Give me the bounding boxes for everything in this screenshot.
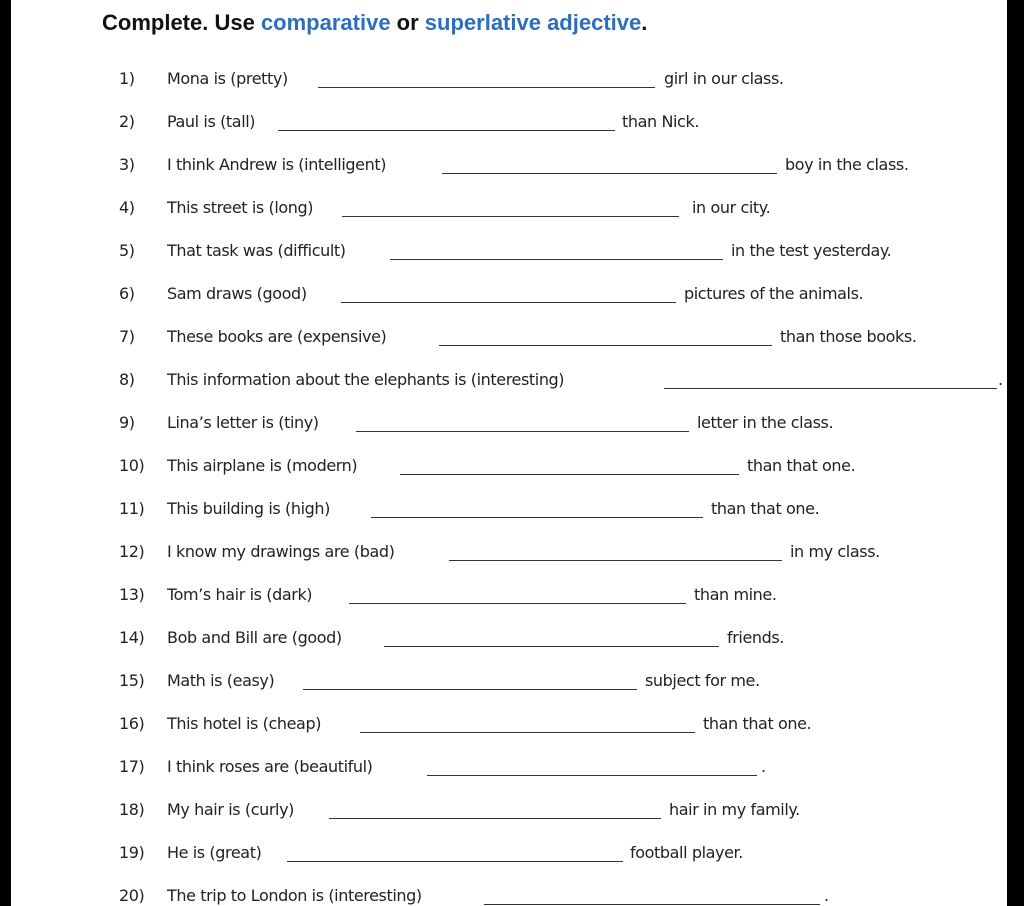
title-period: . (641, 10, 648, 35)
exercise-item (11, 796, 1007, 826)
item-number: 16) (119, 714, 145, 733)
item-sentence-start: Tom’s hair is (dark) (167, 585, 313, 604)
item-number: 8) (119, 370, 135, 389)
answer-blank[interactable] (349, 603, 686, 604)
item-number: 7) (119, 327, 135, 346)
exercise-item (11, 65, 1007, 95)
exercise-item (11, 194, 1007, 224)
exercise-item (11, 323, 1007, 353)
exercise-item (11, 280, 1007, 310)
answer-blank[interactable] (371, 517, 703, 518)
exercise-item (11, 839, 1007, 869)
item-number: 20) (119, 886, 145, 905)
exercise-item (11, 753, 1007, 783)
exercise-item (11, 452, 1007, 482)
answer-blank[interactable] (449, 560, 782, 561)
item-number: 6) (119, 284, 135, 303)
exercise-item (11, 624, 1007, 654)
item-sentence-start: My hair is (curly) (167, 800, 294, 819)
exercise-item (11, 538, 1007, 568)
item-sentence-start: He is (great) (167, 843, 262, 862)
answer-blank[interactable] (303, 689, 637, 690)
item-sentence-start: This information about the elephants is (interesting) (167, 370, 565, 389)
item-sentence-end: . (824, 886, 829, 905)
answer-blank[interactable] (484, 904, 820, 905)
answer-blank[interactable] (341, 302, 676, 303)
item-number: 4) (119, 198, 135, 217)
item-sentence-end: in our city. (692, 198, 771, 217)
item-number: 12) (119, 542, 145, 561)
item-sentence-start: This building is (high) (167, 499, 330, 518)
item-sentence-end: . (761, 757, 766, 776)
exercise-item (11, 409, 1007, 439)
item-sentence-end: hair in my family. (669, 800, 800, 819)
exercise-item (11, 581, 1007, 611)
item-number: 18) (119, 800, 145, 819)
item-sentence-end: than that one. (711, 499, 820, 518)
item-number: 9) (119, 413, 135, 432)
exercise-item (11, 882, 1007, 906)
worksheet-page (11, 0, 1007, 906)
item-sentence-start: This airplane is (modern) (167, 456, 358, 475)
answer-blank[interactable] (278, 130, 615, 131)
item-sentence-end: pictures of the animals. (684, 284, 864, 303)
exercise-item (11, 366, 1007, 396)
item-sentence-end: friends. (727, 628, 785, 647)
exercise-item (11, 667, 1007, 697)
item-number: 11) (119, 499, 145, 518)
item-sentence-end: than mine. (694, 585, 777, 604)
answer-blank[interactable] (664, 388, 997, 389)
item-sentence-end: than that one. (747, 456, 856, 475)
item-sentence-start: This street is (long) (167, 198, 314, 217)
answer-blank[interactable] (439, 345, 772, 346)
answer-blank[interactable] (384, 646, 719, 647)
item-number: 10) (119, 456, 145, 475)
item-sentence-start: Mona is (pretty) (167, 69, 288, 88)
item-sentence-start: Bob and Bill are (good) (167, 628, 342, 647)
item-sentence-end: in my class. (790, 542, 880, 561)
exercise-item (11, 710, 1007, 740)
answer-blank[interactable] (427, 775, 757, 776)
title-text: Complete. Use (102, 10, 261, 35)
item-sentence-start: These books are (expensive) (167, 327, 387, 346)
item-sentence-end: . (998, 370, 1003, 389)
item-sentence-start: Math is (easy) (167, 671, 275, 690)
answer-blank[interactable] (356, 431, 689, 432)
exercise-item (11, 151, 1007, 181)
worksheet-title (102, 10, 647, 36)
item-sentence-start: I think roses are (beautiful) (167, 757, 373, 776)
item-sentence-start: The trip to London is (interesting) (167, 886, 422, 905)
answer-blank[interactable] (360, 732, 695, 733)
title-superlative: superlative adjective (424, 10, 642, 35)
answer-blank[interactable] (287, 861, 623, 862)
item-sentence-end: letter in the class. (697, 413, 834, 432)
exercise-item (11, 237, 1007, 267)
item-sentence-start: Lina’s letter is (tiny) (167, 413, 319, 432)
answer-blank[interactable] (329, 818, 661, 819)
item-sentence-end: than that one. (703, 714, 812, 733)
item-sentence-end: football player. (630, 843, 743, 862)
item-sentence-end: girl in our class. (664, 69, 784, 88)
item-number: 13) (119, 585, 145, 604)
item-number: 19) (119, 843, 145, 862)
item-sentence-start: Sam draws (good) (167, 284, 307, 303)
item-number: 17) (119, 757, 145, 776)
item-sentence-end: than those books. (780, 327, 917, 346)
title-comparative: comparative (260, 10, 391, 35)
item-sentence-end: in the test yesterday. (731, 241, 892, 260)
item-number: 5) (119, 241, 135, 260)
item-number: 15) (119, 671, 145, 690)
item-sentence-end: subject for me. (645, 671, 760, 690)
answer-blank[interactable] (400, 474, 739, 475)
item-sentence-start: I know my drawings are (bad) (167, 542, 395, 561)
title-text-or: or (390, 10, 425, 35)
exercise-item (11, 495, 1007, 525)
item-sentence-start: Paul is (tall) (167, 112, 256, 131)
item-sentence-end: boy in the class. (785, 155, 909, 174)
item-number: 2) (119, 112, 135, 131)
item-number: 14) (119, 628, 145, 647)
item-sentence-start: This hotel is (cheap) (167, 714, 322, 733)
answer-blank[interactable] (442, 173, 777, 174)
answer-blank[interactable] (342, 216, 679, 217)
item-sentence-start: I think Andrew is (intelligent) (167, 155, 387, 174)
answer-blank[interactable] (390, 259, 723, 260)
item-number: 3) (119, 155, 135, 174)
item-sentence-end: than Nick. (622, 112, 700, 131)
answer-blank[interactable] (318, 87, 655, 88)
item-number: 1) (119, 69, 135, 88)
exercise-item (11, 108, 1007, 138)
item-sentence-start: That task was (difficult) (167, 241, 346, 260)
